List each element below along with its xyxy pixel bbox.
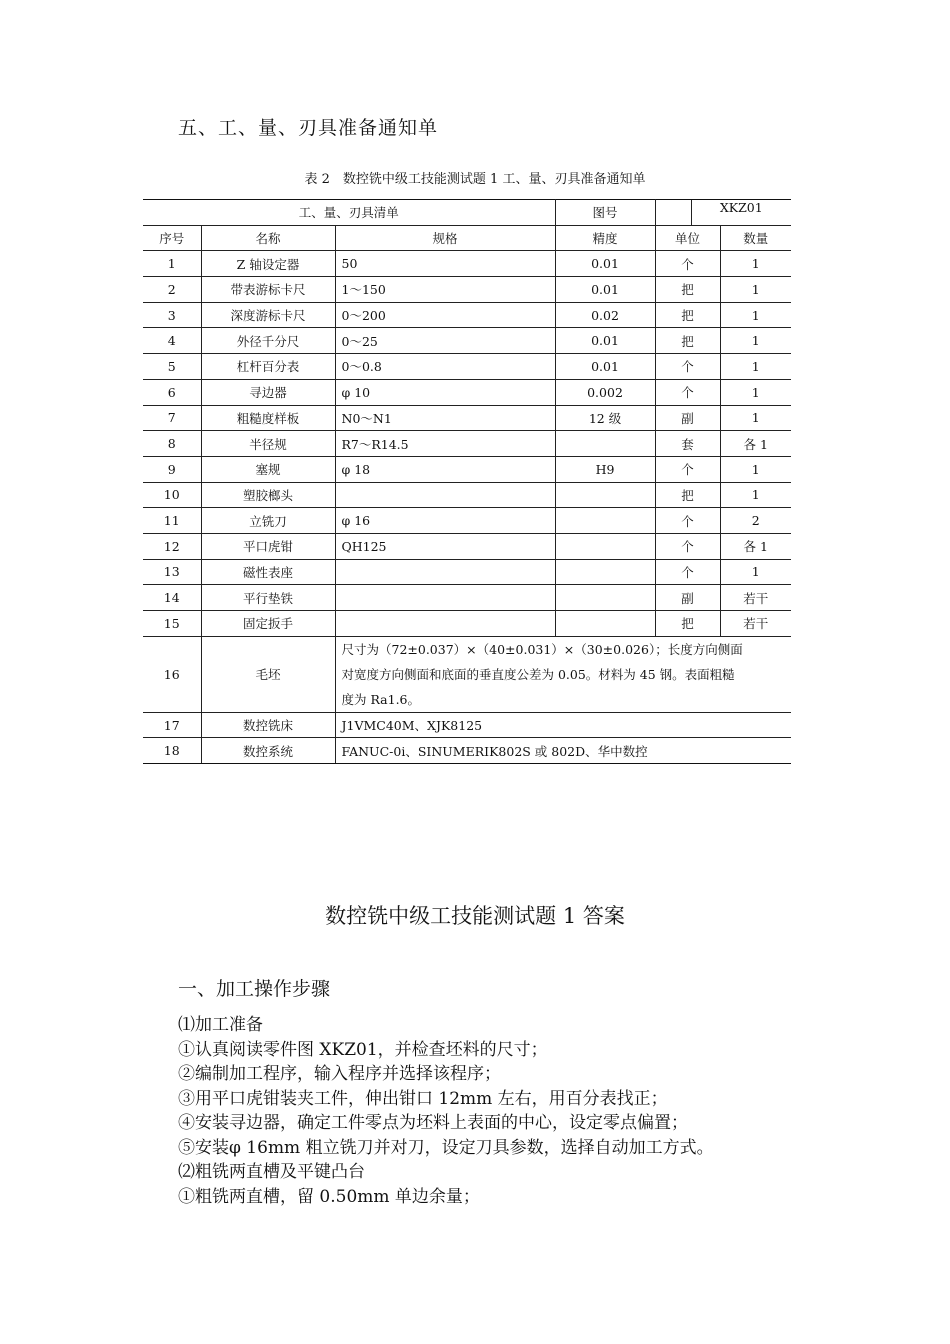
- cell-spec: φ 16: [335, 508, 555, 534]
- cell-name: 粗糙度样板: [201, 405, 335, 431]
- col-header: 数量: [720, 225, 791, 251]
- cell-no: 16: [143, 636, 201, 712]
- cell-qty: 若干: [720, 611, 791, 637]
- table-row: [143, 302, 791, 328]
- cell-name: 毛坯: [201, 636, 335, 712]
- cell-qty: 1: [720, 251, 791, 277]
- cell-no: 17: [143, 712, 201, 738]
- table-caption: 表 2 数控铣中级工技能测试题 1 工、量、刃具准备通知单: [304, 172, 646, 187]
- cell-precision: [555, 431, 655, 457]
- cell-unit: 个: [655, 379, 720, 405]
- cell-precision: [555, 585, 655, 611]
- steps-list: [178, 1013, 714, 1209]
- cell-precision: 0.01: [555, 328, 655, 354]
- cell-name: 外径千分尺: [201, 328, 335, 354]
- col-header: 名称: [201, 225, 335, 251]
- col-header: 规格: [335, 225, 555, 251]
- spec-line: 度为 Ra1.6。: [341, 691, 421, 707]
- spec-line: 尺寸为（72±0.037）×（40±0.031）×（30±0.026）；长度方向侧面: [341, 641, 743, 657]
- table-row: [143, 277, 791, 303]
- cell-no: 7: [143, 405, 201, 431]
- cell-qty: 各 1: [720, 431, 791, 457]
- cell-spec: R7～R14.5: [335, 431, 555, 457]
- cell-name: 深度游标卡尺: [201, 302, 335, 328]
- header-drawing-number: [655, 200, 791, 226]
- cell-unit: 副: [655, 585, 720, 611]
- table-row: [143, 585, 791, 611]
- cell-name: 塑胶榔头: [201, 482, 335, 508]
- step-line: ①认真阅读零件图 XKZ01，并检查坯料的尺寸；: [178, 1039, 548, 1060]
- cell-qty: 1: [720, 405, 791, 431]
- step-line: ⑤安装φ 16mm 粗立铣刀并对刀，设定刀具参数，选择自动加工方式。: [178, 1137, 714, 1158]
- table-row: [143, 738, 791, 764]
- cell-precision: 0.01: [555, 354, 655, 380]
- cell-name: 带表游标卡尺: [201, 277, 335, 303]
- cell-spec: 50: [335, 251, 555, 277]
- cell-name: 平口虎钳: [201, 533, 335, 559]
- cell-name: 磁性表座: [201, 559, 335, 585]
- cell-name: 杠杆百分表: [201, 354, 335, 380]
- cell-precision: H9: [555, 456, 655, 482]
- cell-precision: 0.02: [555, 302, 655, 328]
- cell-unit: 个: [655, 533, 720, 559]
- cell-qty: 1: [720, 482, 791, 508]
- cell-qty: 1: [720, 354, 791, 380]
- cell-precision: [555, 482, 655, 508]
- cell-no: 13: [143, 559, 201, 585]
- cell-no: 14: [143, 585, 201, 611]
- cell-no: 12: [143, 533, 201, 559]
- cell-no: 11: [143, 508, 201, 534]
- table-row: [143, 379, 791, 405]
- cell-unit: 个: [655, 559, 720, 585]
- cell-no: 18: [143, 738, 201, 764]
- cell-name: 寻边器: [201, 379, 335, 405]
- table-row: [143, 611, 791, 637]
- cell-precision: 0.002: [555, 379, 655, 405]
- cell-name: 数控铣床: [201, 712, 335, 738]
- cell-spec: 0～200: [335, 302, 555, 328]
- cell-spec: QH125: [335, 533, 555, 559]
- cell-spec: [335, 585, 555, 611]
- cell-spec: FANUC-0i、SINUMERIK802S 或 802D、华中数控: [335, 738, 791, 764]
- spec-line: 对宽度方向侧面和底面的垂直度公差为 0.05。材料为 45 钢。表面粗糙: [341, 666, 735, 682]
- cell-qty: 1: [720, 302, 791, 328]
- cell-spec: [335, 559, 555, 585]
- table-row: [143, 456, 791, 482]
- cell-name: 固定扳手: [201, 611, 335, 637]
- cell-spec: [335, 636, 791, 712]
- header-drawing-label: 图号: [555, 200, 655, 226]
- cell-qty: 若干: [720, 585, 791, 611]
- cell-qty: 2: [720, 508, 791, 534]
- cell-precision: 12 级: [555, 405, 655, 431]
- step-line: ③用平口虎钳装夹工件，伸出钳口 12mm 左右，用百分表找正；: [178, 1088, 668, 1109]
- cell-unit: 把: [655, 277, 720, 303]
- cell-unit: 把: [655, 611, 720, 637]
- cell-name: 平行垫铁: [201, 585, 335, 611]
- cell-spec: [335, 482, 555, 508]
- table-row: [143, 712, 791, 738]
- cell-spec: φ 10: [335, 379, 555, 405]
- table-row: [143, 405, 791, 431]
- step-line: ①粗铣两直槽，留 0.50mm 单边余量；: [178, 1186, 480, 1207]
- cell-precision: [555, 533, 655, 559]
- step-line: ④安装寻边器，确定工件零点为坯料上表面的中心，设定零点偏置；: [178, 1113, 688, 1133]
- table-row: [143, 328, 791, 354]
- column-header-row: [143, 225, 791, 251]
- cell-qty: 1: [720, 277, 791, 303]
- cell-unit: 个: [655, 251, 720, 277]
- cell-unit: 把: [655, 328, 720, 354]
- cell-unit: 把: [655, 302, 720, 328]
- cell-unit: 套: [655, 431, 720, 457]
- cell-no: 3: [143, 302, 201, 328]
- cell-unit: 个: [655, 508, 720, 534]
- table-row: [143, 354, 791, 380]
- cell-name: 立铣刀: [201, 508, 335, 534]
- cell-no: 8: [143, 431, 201, 457]
- table-header-row: [143, 200, 791, 226]
- section-title: 五、工、量、刃具准备通知单: [178, 117, 439, 139]
- cell-qty: 1: [720, 456, 791, 482]
- cell-name: Z 轴设定器: [201, 251, 335, 277]
- col-header: 精度: [555, 225, 655, 251]
- cell-qty: 1: [720, 379, 791, 405]
- cell-name: 数控系统: [201, 738, 335, 764]
- col-header: 序号: [143, 225, 201, 251]
- cell-qty: 各 1: [720, 533, 791, 559]
- table-row: [143, 482, 791, 508]
- answer-section-title: 一、加工操作步骤: [178, 978, 331, 1000]
- cell-spec: 1～150: [335, 277, 555, 303]
- table-row: [143, 251, 791, 277]
- cell-name: 塞规: [201, 456, 335, 482]
- cell-no: 6: [143, 379, 201, 405]
- cell-no: 15: [143, 611, 201, 637]
- cell-spec: [335, 611, 555, 637]
- cell-qty: 1: [720, 328, 791, 354]
- step-line: ⑴加工准备: [178, 1015, 263, 1035]
- cell-spec: N0～N1: [335, 405, 555, 431]
- cell-qty: 1: [720, 559, 791, 585]
- drawing-number: XKZ01: [719, 200, 763, 215]
- table-row: [143, 533, 791, 559]
- cell-precision: [555, 508, 655, 534]
- cell-spec: φ 18: [335, 456, 555, 482]
- cell-no: 9: [143, 456, 201, 482]
- step-line: ⑵粗铣两直槽及平键凸台: [178, 1162, 365, 1182]
- cell-spec: J1VMC40M、XJK8125: [335, 712, 791, 738]
- cell-unit: 个: [655, 354, 720, 380]
- cell-unit: 副: [655, 405, 720, 431]
- cell-no: 4: [143, 328, 201, 354]
- cell-precision: [555, 611, 655, 637]
- answer-title: 数控铣中级工技能测试题 1 答案: [325, 904, 625, 928]
- cell-precision: 0.01: [555, 277, 655, 303]
- col-header: 单位: [655, 225, 720, 251]
- cell-precision: 0.01: [555, 251, 655, 277]
- cell-precision: [555, 559, 655, 585]
- cell-no: 5: [143, 354, 201, 380]
- table-row: [143, 559, 791, 585]
- cell-unit: 个: [655, 456, 720, 482]
- table-row: [143, 431, 791, 457]
- table-row: [143, 636, 791, 712]
- cell-spec: 0～25: [335, 328, 555, 354]
- table-row: [143, 508, 791, 534]
- cell-name: 半径规: [201, 431, 335, 457]
- cell-spec: 0～0.8: [335, 354, 555, 380]
- tool-list-table: [143, 199, 791, 764]
- cell-unit: 把: [655, 482, 720, 508]
- cell-no: 1: [143, 251, 201, 277]
- cell-no: 2: [143, 277, 201, 303]
- step-line: ②编制加工程序，输入程序并选择该程序；: [178, 1064, 501, 1084]
- header-tool-list: 工、量、刃具清单: [143, 200, 555, 226]
- cell-no: 10: [143, 482, 201, 508]
